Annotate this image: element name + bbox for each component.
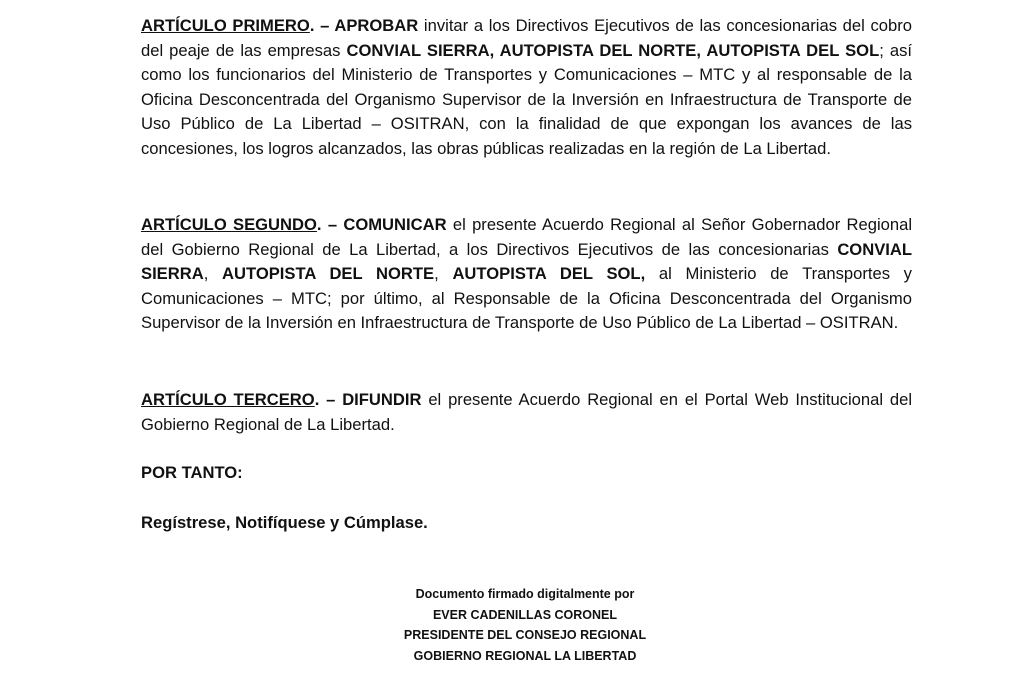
articulo-segundo-separator: . –	[316, 215, 344, 234]
articulo-segundo-company-1: CONVIAL SIERRA	[141, 239, 912, 284]
articulo-segundo-comma-2: ,	[434, 264, 453, 284]
articulo-tercero	[141, 388, 912, 437]
articulo-segundo-verb: COMUNICAR	[343, 215, 447, 234]
articulo-primero-text-1: invitar a los Directivos Ejecutivos de las concesionarias del cobro del peaje de las empresas	[141, 16, 912, 60]
articulo-segundo-company-3: AUTOPISTA DEL SOL,	[452, 264, 646, 284]
articulo-tercero-heading: ARTÍCULO TERCERO	[141, 390, 315, 409]
articulo-segundo-heading: ARTÍCULO SEGUNDO	[141, 215, 317, 234]
articulo-tercero-verb: DIFUNDIR	[342, 390, 422, 409]
articulo-primero-companies: CONVIAL SIERRA, AUTOPISTA DEL NORTE, AUTOPISTA DEL SOL	[346, 40, 880, 60]
articulo-primero-text-2: ; así como los funcionarios del Ministerio de Transportes y Comunicaciones – MTC y al responsable de la Oficina Desconcentrada del Organismo Supervisor de la Inversión en Infraestructura de Transporte de Uso Público de La Libertad – OSITRAN, con la finalidad de que expongan los avances de las concesiones, los logros alcanzados, las obras públicas realizadas en la región de La Libertad.	[141, 40, 913, 158]
articulo-primero-verb: APROBAR	[334, 16, 419, 35]
articulo-primero-heading: ARTÍCULO PRIMERO	[141, 16, 310, 35]
articulo-segundo-text-2: al Ministerio de Transportes y Comunicaciones – MTC; por último, al Responsable de la Oficina Desconcentrada del Organismo Supervisor de la Inversión en Infraestructura de Transporte de Uso Público de La Libertad – OSITRAN.	[141, 264, 912, 333]
articulo-segundo-company-2: AUTOPISTA DEL NORTE	[222, 264, 435, 284]
registrese-line: Regístrese, Notifíquese y Cúmplase.	[141, 513, 428, 532]
signature-organization: GOBIERNO REGIONAL LA LIBERTAD	[413, 648, 637, 663]
por-tanto: POR TANTO:	[141, 463, 243, 482]
articulo-segundo	[141, 213, 912, 336]
signature-title: PRESIDENTE DEL CONSEJO REGIONAL	[403, 628, 647, 642]
articulo-segundo-comma-1: ,	[203, 264, 223, 284]
articulo-tercero-text-1: el presente Acuerdo Regional en el Portal Web Institucional del Gobierno Regional de La Libertad.	[141, 390, 913, 434]
articulo-primero-separator: . –	[309, 16, 335, 35]
signature-line-1: Documento firmado digitalmente por	[415, 587, 635, 601]
articulo-segundo-text-1: el presente Acuerdo Regional al Señor Gobernador Regional del Gobierno Regional de La Libertad, a los Directivos Ejecutivos de las concesionarias	[141, 215, 913, 259]
articulo-primero	[141, 14, 912, 162]
signature-name: EVER CADENILLAS CORONEL	[432, 607, 618, 622]
articulo-tercero-separator: . –	[314, 390, 343, 409]
digital-signature-block	[380, 584, 670, 666]
